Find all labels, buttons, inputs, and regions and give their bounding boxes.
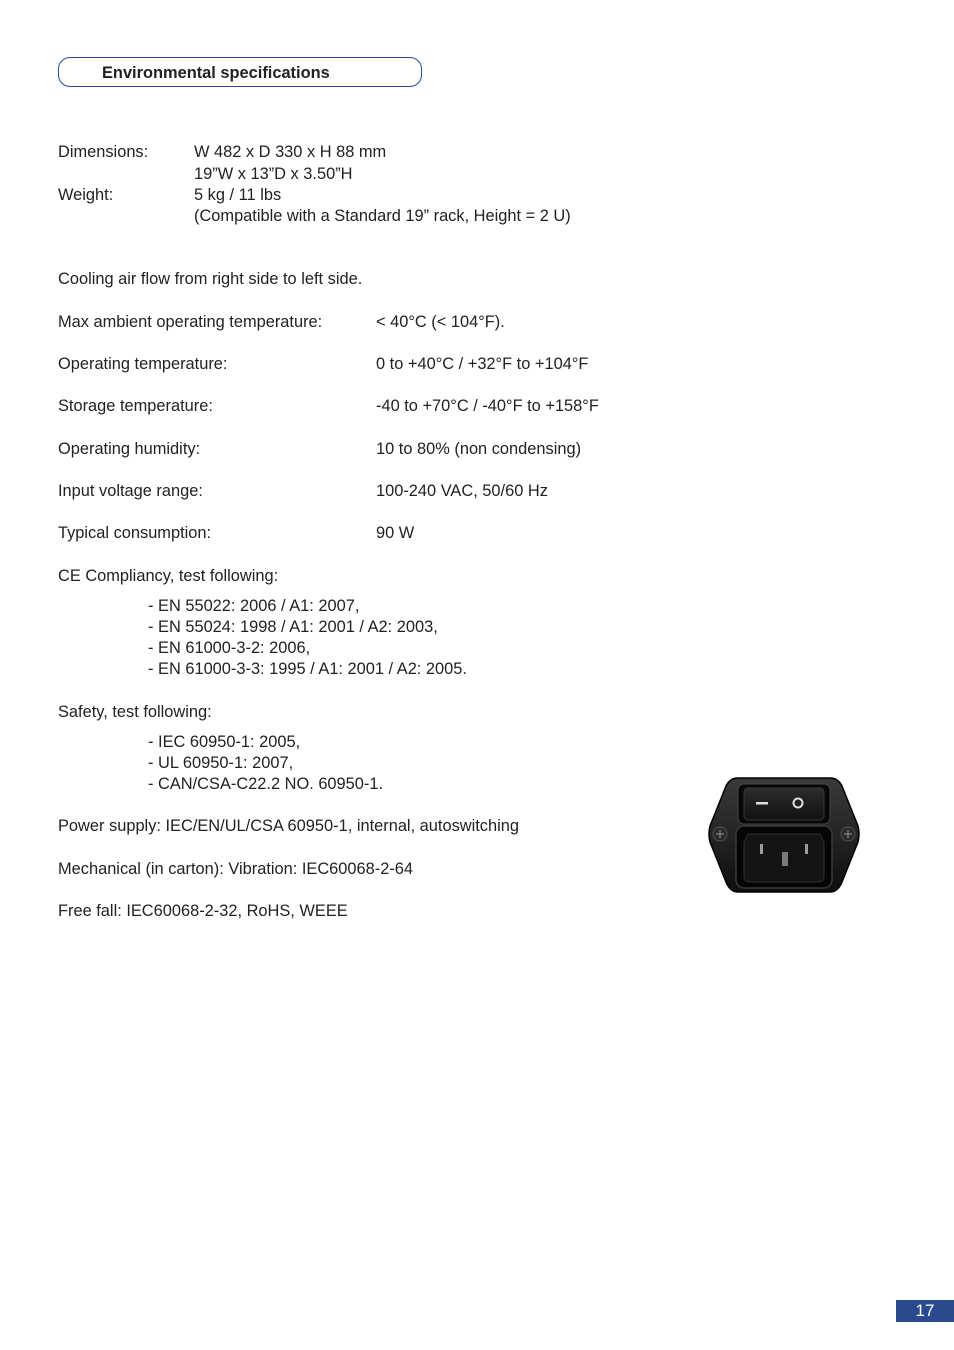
dimensions-label: Dimensions: (58, 143, 149, 161)
ce-item: - EN 61000-3-2: 2006, (148, 639, 311, 657)
spec-label: Storage temperature: (58, 397, 213, 415)
dimensions-metric: W 482 x D 330 x H 88 mm (194, 143, 387, 161)
safety-item: - UL 60950-1: 2007, (148, 754, 294, 772)
section-header (58, 57, 422, 87)
page-number: 17 (896, 1300, 954, 1322)
spec-label: Operating humidity: (58, 440, 201, 458)
spec-value: 90 W (376, 524, 415, 542)
free-fall-text: Free fall: IEC60068-2-32, RoHS, WEEE (58, 902, 348, 920)
cooling-text: Cooling air flow from right side to left side. (58, 270, 363, 288)
spec-value: -40 to +70°C / -40°F to +158°F (376, 397, 599, 415)
ce-item: - EN 55022: 2006 / A1: 2007, (148, 597, 360, 615)
section-title: Environmental specifications (102, 64, 330, 82)
safety-item: - IEC 60950-1: 2005, (148, 733, 301, 751)
spec-label: Operating temperature: (58, 355, 228, 373)
power-supply-text: Power supply: IEC/EN/UL/CSA 60950-1, internal, autoswitching (58, 817, 519, 835)
mechanical-text: Mechanical (in carton): Vibration: IEC60068-2-64 (58, 860, 414, 878)
safety-heading: Safety, test following: (58, 703, 212, 721)
dimensions-imperial: 19”W x 13”D x 3.50”H (194, 165, 353, 183)
ce-heading: CE Compliancy, test following: (58, 567, 279, 585)
weight-value: 5 kg / 11 lbs (194, 186, 282, 204)
spec-value: 10 to 80% (non condensing) (376, 440, 582, 458)
ce-item: - EN 55024: 1998 / A1: 2001 / A2: 2003, (148, 618, 438, 636)
spec-label: Max ambient operating temperature: (58, 313, 323, 331)
spec-label: Typical consumption: (58, 524, 212, 542)
power-socket-image (708, 776, 860, 894)
spec-value: 100-240 VAC, 50/60 Hz (376, 482, 548, 500)
ce-item: - EN 61000-3-3: 1995 / A1: 2001 / A2: 2005. (148, 660, 467, 678)
safety-item: - CAN/CSA-C22.2 NO. 60950-1. (148, 775, 384, 793)
spec-label: Input voltage range: (58, 482, 203, 500)
weight-note: (Compatible with a Standard 19” rack, Height = 2 U) (194, 207, 571, 225)
spec-value: 0 to +40°C / +32°F to +104°F (376, 355, 589, 373)
weight-label: Weight: (58, 186, 114, 204)
spec-value: < 40°C (< 104°F). (376, 313, 505, 331)
